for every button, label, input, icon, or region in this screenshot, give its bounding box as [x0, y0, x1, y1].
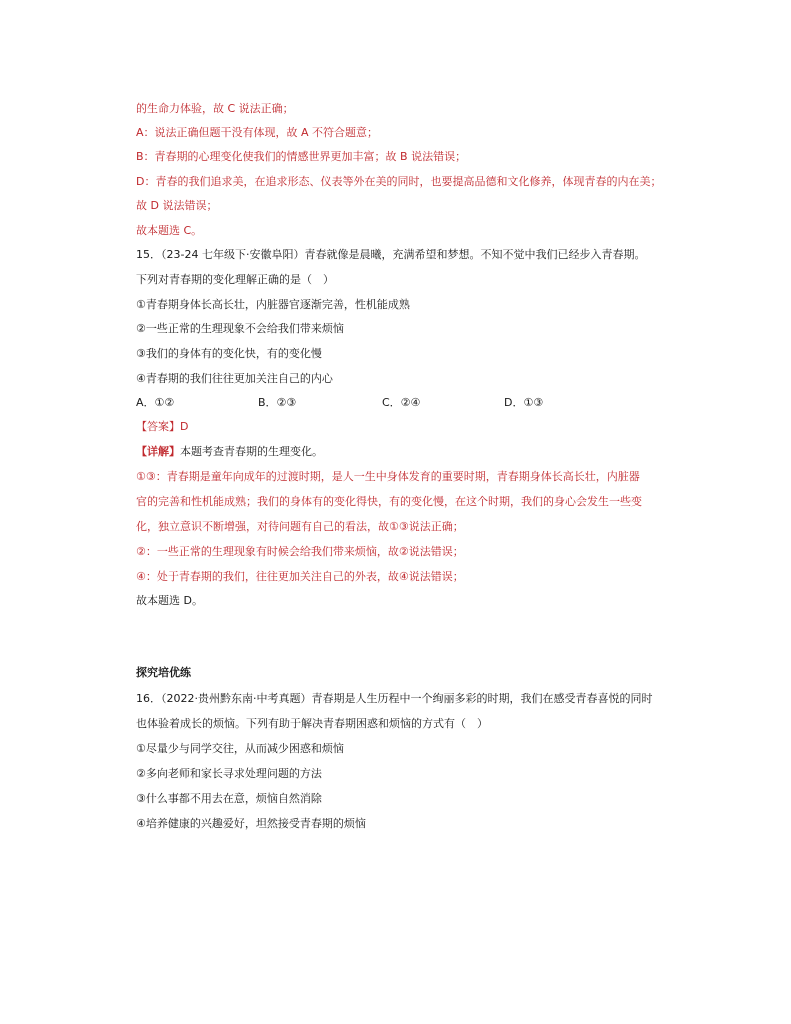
q16-item-4: ④培养健康的兴趣爱好，坦然接受青春期的烦恼	[136, 817, 366, 830]
prev-answer-line-5: 故 D 说法错误；	[136, 199, 218, 212]
q16-stem-line-1: 16．（2022·贵州黔东南·中考真题）青春期是人生历程中一个绚丽多彩的时期，我们在感受青春喜悦的同时	[136, 692, 653, 705]
q15-option-d: D．①③	[504, 396, 544, 409]
q15-detail	[136, 445, 323, 459]
q15-item-2: ②一些正常的生理现象不会给我们带来烦恼	[136, 322, 344, 335]
q15-options	[136, 396, 596, 410]
q16-item-2: ②多向老师和家长寻求处理问题的方法	[136, 767, 322, 780]
q15-answer: 【答案】D	[136, 420, 189, 433]
q15-option-a: A．①②	[136, 396, 175, 409]
q15-analysis-line-3: 化，独立意识不断增强，对待问题有自己的看法，故①③说法正确；	[136, 520, 464, 533]
q15-analysis-line-1: ①③：青春期是童年向成年的过渡时期，是人一生中身体发育的重要时期，青春期身体长高长壮，内脏器	[136, 470, 640, 483]
q15-detail-tag: 【详解】	[136, 445, 180, 458]
prev-answer-line-1: 的生命力体验，故 C 说法正确；	[136, 102, 294, 115]
q15-item-1: ①青春期身体长高长壮，内脏器官逐渐完善，性机能成熟	[136, 298, 410, 311]
prev-answer-line-3: B：青春期的心理变化使我们的情感世界更加丰富；故 B 说法错误；	[136, 150, 467, 163]
q15-option-c: C．②④	[382, 396, 421, 409]
q16-item-1: ①尽量少与同学交往，从而减少困惑和烦恼	[136, 742, 344, 755]
q15-analysis-line-5: ④：处于青春期的我们，往往更加关注自己的外表，故④说法错误；	[136, 570, 464, 583]
prev-answer-line-2: A：说法正确但题干没有体现，故 A 不符合题意；	[136, 126, 379, 139]
q15-conclusion: 故本题选 D。	[136, 594, 203, 607]
q15-item-3: ③我们的身体有的变化快，有的变化慢	[136, 347, 322, 360]
q15-analysis-line-4: ②：一些正常的生理现象有时候会给我们带来烦恼，故②说法错误；	[136, 545, 464, 558]
q15-stem-line-1: 15．（23-24 七年级下·安徽阜阳）青春就像是晨曦，充满希望和梦想。不知不觉中我们已经步入青春期。	[136, 248, 646, 261]
q16-item-3: ③什么事都不用去在意，烦恼自然消除	[136, 792, 322, 805]
section-title: 探究培优练	[136, 666, 191, 679]
q15-analysis-line-2: 官的完善和性机能成熟；我们的身体有的变化得快，有的变化慢，在这个时期，我们的身心会发生一些变	[136, 495, 642, 508]
q15-option-b: B．②③	[258, 396, 297, 409]
q16-stem-line-2: 也体验着成长的烦恼。下列有助于解决青春期困惑和烦恼的方式有（ ）	[136, 717, 488, 730]
q15-stem-line-2: 下列对青春期的变化理解正确的是（ ）	[136, 273, 334, 286]
q15-item-4: ④青春期的我们往往更加关注自己的内心	[136, 372, 333, 385]
prev-answer-line-4: D：青春的我们追求美，在追求形态、仪表等外在美的同时，也要提高品德和文化修养，体现青春的内在美；	[136, 175, 662, 188]
prev-answer-line-6: 故本题选 C。	[136, 224, 203, 237]
q15-detail-intro: 本题考查青春期的生理变化。	[180, 445, 323, 458]
